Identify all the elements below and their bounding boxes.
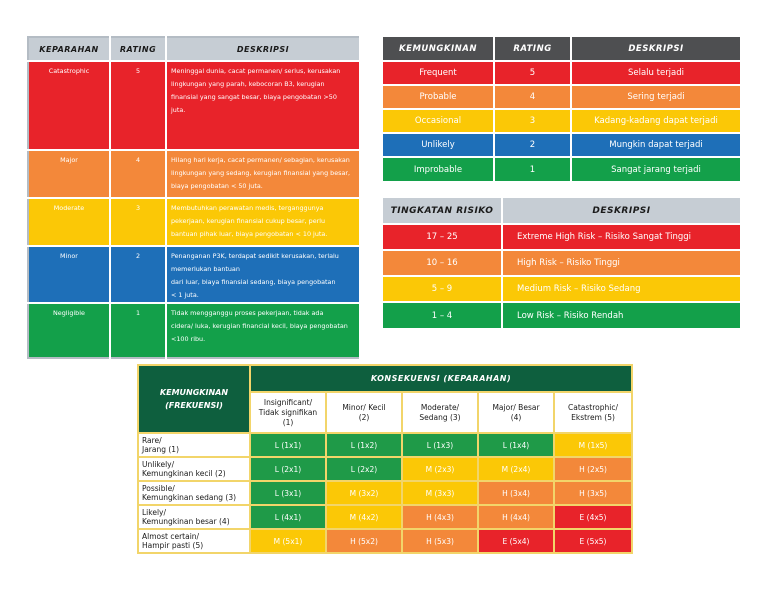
col-line: (1) <box>282 417 294 427</box>
likelihood-header-desc: DESKRIPSI <box>571 37 741 61</box>
severity-rating: 2 <box>110 246 166 303</box>
matrix-column-header <box>250 392 326 433</box>
desc-line: Membutuhkan perawatan medis, terganggunya <box>171 204 324 212</box>
severity-header-rating: RATING <box>110 37 166 61</box>
matrix-cell: H (2x5) <box>554 457 632 481</box>
severity-row <box>28 198 360 246</box>
matrix-cell: L (1x3) <box>402 433 478 457</box>
desc-line: pekerjaan, kerugian finansial cukup besar, perlu <box>171 217 326 225</box>
risk-matrix <box>137 364 633 554</box>
severity-header-desc: DESKRIPSI <box>166 37 360 61</box>
risk-range: 5 – 9 <box>383 276 502 302</box>
desc-line: lingkungan yang sedang, kerugian finansial yang besar, <box>171 169 351 177</box>
likelihood-header-rating: RATING <box>494 37 571 61</box>
matrix-cell: H (3x4) <box>478 481 554 505</box>
desc-line: Tidak mengganggu proses pekerjaan, tidak ada <box>171 309 324 317</box>
matrix-cell: M (3x2) <box>326 481 402 505</box>
likelihood-desc: Kadang-kadang dapat terjadi <box>571 109 741 133</box>
risk-level-header-row <box>383 198 741 224</box>
likelihood-desc: Sering terjadi <box>571 85 741 109</box>
row-line: Jarang (1) <box>142 445 180 454</box>
matrix-cell: L (2x1) <box>250 457 326 481</box>
matrix-cell: M (5x1) <box>250 529 326 553</box>
likelihood-level: Occasional <box>383 109 494 133</box>
likelihood-level: Probable <box>383 85 494 109</box>
row-line: Rare/ <box>142 436 162 445</box>
severity-rating: 3 <box>110 198 166 246</box>
likelihood-row <box>383 109 741 133</box>
col-line: Ekstrem (5) <box>571 412 615 422</box>
matrix-row <box>138 457 632 481</box>
severity-header-level: KEPARAHAN <box>28 37 110 61</box>
matrix-cell: H (5x3) <box>402 529 478 553</box>
row-line: Kemungkinan besar (4) <box>142 517 230 526</box>
likelihood-header-row <box>383 37 741 61</box>
matrix-cell: H (4x4) <box>478 505 554 529</box>
matrix-cell: E (4x5) <box>554 505 632 529</box>
likelihood-header-level: KEMUNGKINAN <box>383 37 494 61</box>
desc-line: lingkungan yang parah, kebocoran B3, kerugian <box>171 80 325 88</box>
matrix-cell: L (4x1) <box>250 505 326 529</box>
matrix-row-label <box>138 505 250 529</box>
matrix-row-label <box>138 481 250 505</box>
matrix-column-header <box>554 392 632 433</box>
row-line: Likely/ <box>142 508 167 517</box>
likelihood-level: Improbable <box>383 157 494 181</box>
desc-line: Meninggal dunia, cacat permanen/ serius, kerusakan <box>171 67 341 75</box>
risk-level-table <box>383 198 742 328</box>
matrix-cell: H (4x3) <box>402 505 478 529</box>
col-line: Catastrophic/ <box>568 402 619 412</box>
desc-line: < 1 juta. <box>171 291 199 299</box>
risk-desc: Low Risk – Risiko Rendah <box>502 302 741 328</box>
risk-desc: Medium Risk – Risiko Sedang <box>502 276 741 302</box>
col-line: Insignificant/ <box>263 397 313 407</box>
matrix-cell: L (3x1) <box>250 481 326 505</box>
severity-desc <box>166 198 360 246</box>
risk-level-row <box>383 224 741 250</box>
likelihood-level: Frequent <box>383 61 494 85</box>
risk-level-header-desc: DESKRIPSI <box>502 198 741 224</box>
matrix-cell: M (1x5) <box>554 433 632 457</box>
likelihood-table <box>383 37 742 181</box>
matrix-cell: L (2x2) <box>326 457 402 481</box>
row-line: Kemungkinan kecil (2) <box>142 469 226 478</box>
desc-line: <100 ribu. <box>171 335 206 343</box>
col-line: Major/ Besar <box>492 402 540 412</box>
matrix-corner-label <box>138 365 250 433</box>
desc-line: bantuan pihak luar, biaya pengobatan < 10 juta. <box>171 230 328 238</box>
matrix-column-header <box>478 392 554 433</box>
corner-line: KEMUNGKINAN <box>159 388 229 397</box>
severity-level: Negligible <box>28 303 110 358</box>
matrix-cell: L (1x4) <box>478 433 554 457</box>
matrix-cell: E (5x5) <box>554 529 632 553</box>
matrix-row <box>138 529 632 553</box>
severity-header-row <box>28 37 360 61</box>
severity-row <box>28 303 360 358</box>
risk-level-row <box>383 250 741 276</box>
row-line: Hampir pasti (5) <box>142 541 204 550</box>
severity-desc <box>166 61 360 150</box>
row-line: Kemungkinan sedang (3) <box>142 493 237 502</box>
risk-range: 1 – 4 <box>383 302 502 328</box>
desc-line: biaya pengobatan < 50 juta. <box>171 182 263 190</box>
desc-line: cidera/ luka, kerugian financial kecil, biaya pengobatan <box>171 322 348 330</box>
severity-desc <box>166 246 360 303</box>
matrix-row-label <box>138 529 250 553</box>
matrix-cell: H (3x5) <box>554 481 632 505</box>
desc-line: dari luar, biaya finansial sedang, biaya pengobatan <box>171 278 336 286</box>
severity-row <box>28 246 360 303</box>
likelihood-row <box>383 85 741 109</box>
likelihood-row <box>383 133 741 157</box>
severity-table <box>27 36 361 359</box>
severity-rating: 1 <box>110 303 166 358</box>
matrix-row-label <box>138 433 250 457</box>
col-line: (4) <box>510 412 522 422</box>
row-line: Possible/ <box>142 484 175 493</box>
risk-desc: High Risk – Risiko Tinggi <box>502 250 741 276</box>
likelihood-level: Unlikely <box>383 133 494 157</box>
matrix-row <box>138 505 632 529</box>
severity-level: Minor <box>28 246 110 303</box>
risk-level-header-range: TINGKATAN RISIKO <box>383 198 502 224</box>
matrix-column-header <box>402 392 478 433</box>
corner-line: (FREKUENSI) <box>165 401 223 410</box>
severity-rating: 5 <box>110 61 166 150</box>
matrix-cell: E (5x4) <box>478 529 554 553</box>
matrix-consequence-title: KONSEKUENSI (KEPARAHAN) <box>250 365 632 392</box>
risk-level-row <box>383 302 741 328</box>
col-line: Moderate/ <box>420 402 460 412</box>
desc-line: finansial yang sangat besar, biaya pengobatan >50 <box>171 93 337 101</box>
likelihood-desc: Selalu terjadi <box>571 61 741 85</box>
likelihood-rating: 4 <box>494 85 571 109</box>
matrix-row <box>138 433 632 457</box>
row-line: Almost certain/ <box>142 532 200 541</box>
risk-range: 10 – 16 <box>383 250 502 276</box>
severity-row <box>28 150 360 198</box>
col-line: Tidak signifikan <box>258 407 318 417</box>
matrix-cell: H (5x2) <box>326 529 402 553</box>
likelihood-rating: 5 <box>494 61 571 85</box>
severity-desc <box>166 303 360 358</box>
matrix-cell: L (1x2) <box>326 433 402 457</box>
likelihood-row <box>383 61 741 85</box>
likelihood-desc: Sangat jarang terjadi <box>571 157 741 181</box>
desc-line: Penanganan P3K, terdapat sedikit kerusakan, terlalu memerlukan bantuan <box>171 252 339 273</box>
severity-level: Catastrophic <box>28 61 110 150</box>
col-line: (2) <box>358 412 370 422</box>
desc-line: juta. <box>171 106 186 114</box>
risk-level-row <box>383 276 741 302</box>
severity-level: Major <box>28 150 110 198</box>
likelihood-rating: 2 <box>494 133 571 157</box>
matrix-cell: M (3x3) <box>402 481 478 505</box>
risk-range: 17 – 25 <box>383 224 502 250</box>
severity-desc <box>166 150 360 198</box>
row-line: Unlikely/ <box>142 460 175 469</box>
likelihood-desc: Mungkin dapat terjadi <box>571 133 741 157</box>
matrix-cell: L (1x1) <box>250 433 326 457</box>
matrix-header-row <box>138 365 632 392</box>
severity-level: Moderate <box>28 198 110 246</box>
likelihood-rating: 3 <box>494 109 571 133</box>
matrix-cell: M (4x2) <box>326 505 402 529</box>
severity-rating: 4 <box>110 150 166 198</box>
risk-desc: Extreme High Risk – Risiko Sangat Tinggi <box>502 224 741 250</box>
matrix-column-header <box>326 392 402 433</box>
likelihood-row <box>383 157 741 181</box>
col-line: Minor/ Kecil <box>342 402 386 412</box>
matrix-row-label <box>138 457 250 481</box>
desc-line: Hilang hari kerja, cacat permanen/ sebagian, kerusakan <box>171 156 350 164</box>
matrix-cell: M (2x4) <box>478 457 554 481</box>
col-line: Sedang (3) <box>419 412 461 422</box>
matrix-row <box>138 481 632 505</box>
severity-row <box>28 61 360 150</box>
matrix-cell: M (2x3) <box>402 457 478 481</box>
likelihood-rating: 1 <box>494 157 571 181</box>
